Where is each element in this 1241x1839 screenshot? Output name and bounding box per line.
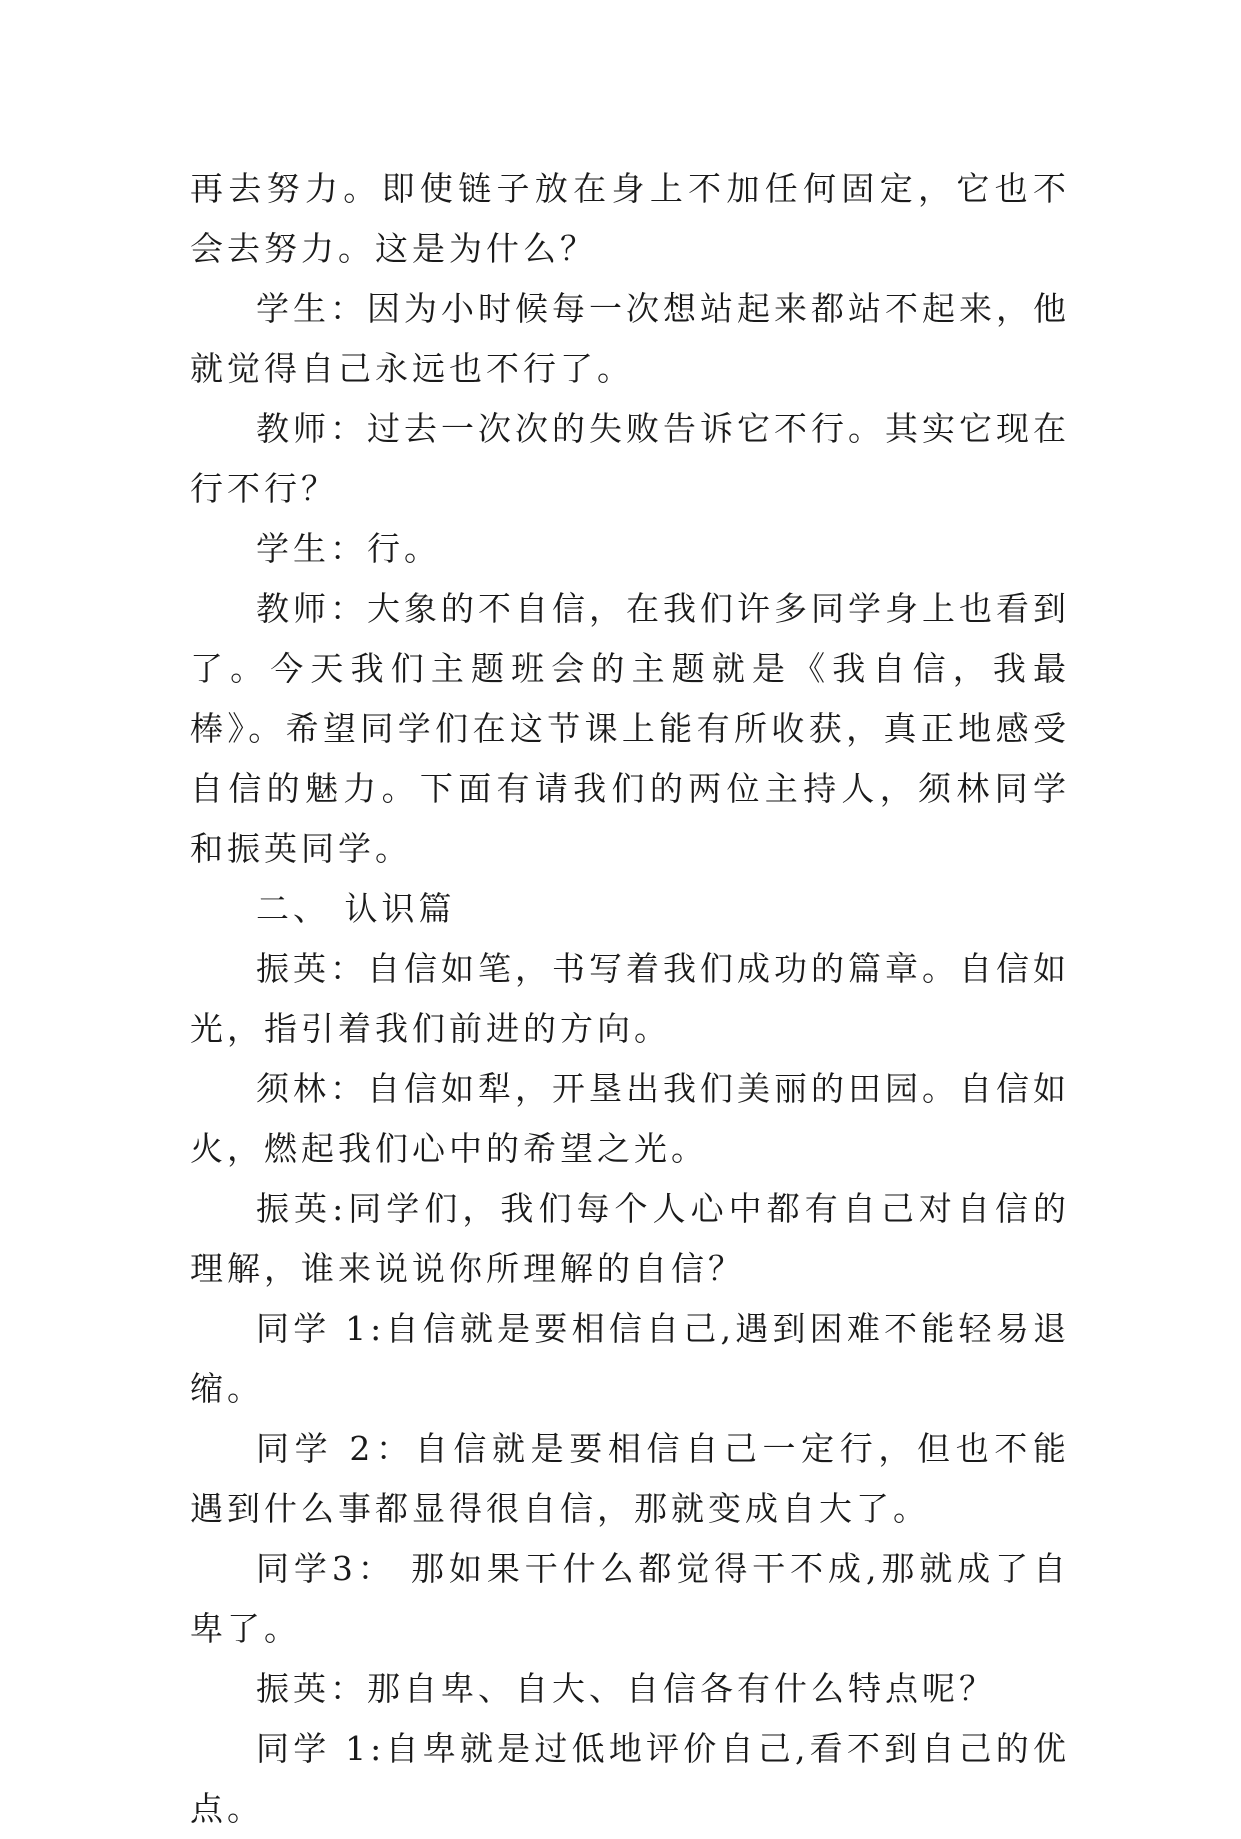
paragraph: 学生：因为小时候每一次想站起来都站不起来，他就觉得自己永远也不行了。 (190, 289, 1070, 388)
paragraph: 振英:同学们，我们每个人心中都有自己对自信的理解，谁来说说你所理解的自信？ (190, 1189, 1070, 1288)
paragraph: 同学3： 那如果干什么都觉得干不成,那就成了自卑了。 (190, 1549, 1070, 1648)
paragraph: 同学 2：自信就是要相信自己一定行，但也不能遇到什么事都显得很自信，那就变成自大了。 (190, 1429, 1070, 1528)
paragraph: 同学 1:自卑就是过低地评价自己,看不到自己的优点。 (190, 1729, 1070, 1828)
paragraph: 教师：大象的不自信，在我们许多同学身上也看到了。今天我们主题班会的主题就是《我自信，我最棒》。希望同学们在这节课上能有所收获，真正地感受自信的魅力。下面有请我们的两位主持人，须林同学和振英同学。 (190, 589, 1070, 868)
paragraph: 须林：自信如犁，开垦出我们美丽的田园。自信如火，燃起我们心中的希望之光。 (190, 1069, 1070, 1168)
section-heading: 二、 认识篇 (256, 889, 456, 928)
paragraph: 学生：行。 (256, 529, 441, 568)
paragraph: 振英：自信如笔，书写着我们成功的篇章。自信如光，指引着我们前进的方向。 (190, 949, 1070, 1048)
paragraph: 同学 1:自信就是要相信自己,遇到困难不能轻易退缩。 (190, 1309, 1070, 1408)
paragraph: 振英：那自卑、自大、自信各有什么特点呢？ (256, 1669, 996, 1708)
paragraph: 再去努力。即使链子放在身上不加任何固定，它也不会去努力。这是为什么？ (190, 169, 1070, 268)
document-body (190, 159, 1070, 1839)
paragraph: 教师：过去一次次的失败告诉它不行。其实它现在行不行？ (190, 409, 1070, 508)
